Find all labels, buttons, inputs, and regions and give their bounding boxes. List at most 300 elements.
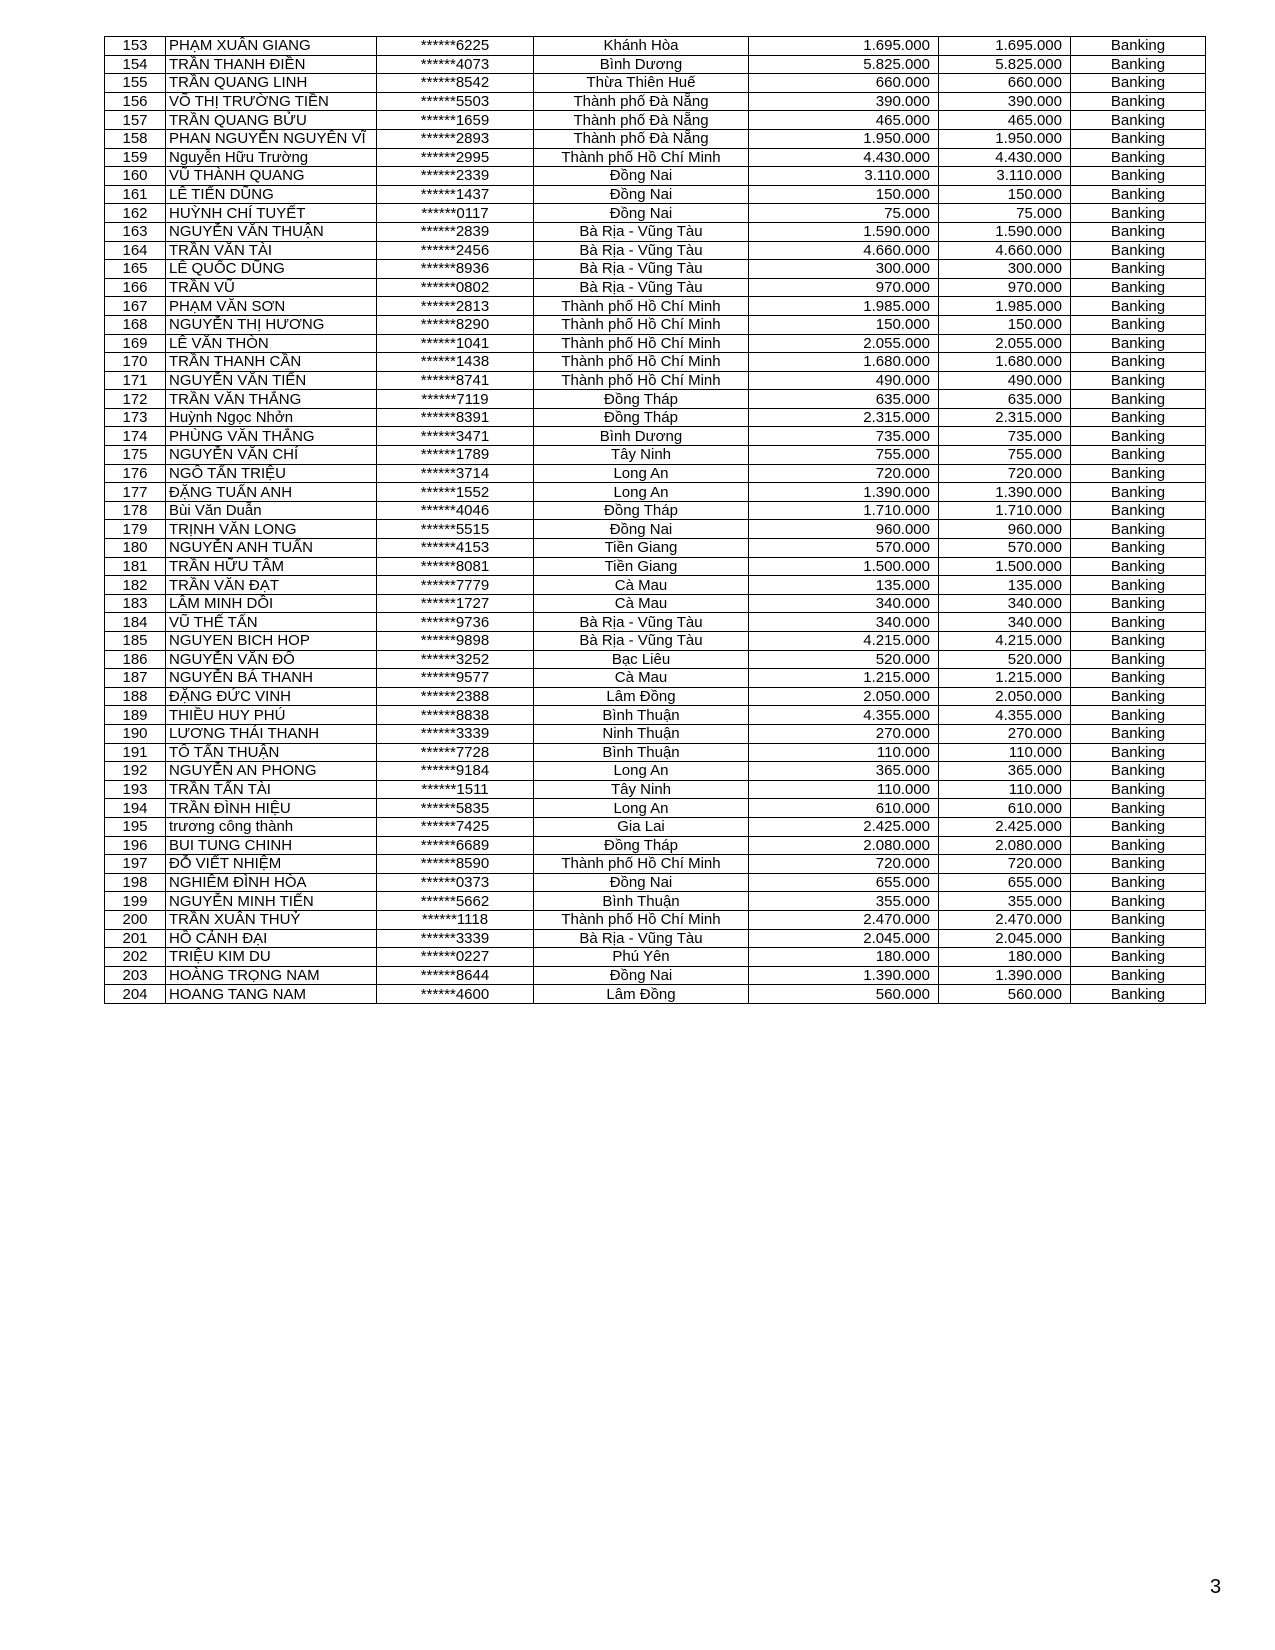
province: Tiền Giang: [534, 557, 749, 576]
account-number: ******3339: [377, 724, 534, 743]
amount: 1.950.000: [749, 129, 939, 148]
row-index: 202: [105, 948, 166, 967]
payment-method: Banking: [1071, 92, 1206, 111]
table-row: [105, 74, 1206, 93]
donor-name: HUỲNH CHÍ TUYẾT: [166, 204, 377, 223]
row-index: 191: [105, 743, 166, 762]
province: Tiền Giang: [534, 539, 749, 558]
row-index: 170: [105, 353, 166, 372]
account-number: ******6689: [377, 836, 534, 855]
account-number: ******1437: [377, 185, 534, 204]
donor-name: TRẦN XUÂN THUỶ: [166, 910, 377, 929]
account-number: ******0373: [377, 873, 534, 892]
row-index: 186: [105, 650, 166, 669]
received-amount: 2.050.000: [939, 687, 1071, 706]
row-index: 158: [105, 129, 166, 148]
province: Bình Dương: [534, 427, 749, 446]
table-row: [105, 669, 1206, 688]
province: Bình Thuận: [534, 706, 749, 725]
received-amount: 340.000: [939, 594, 1071, 613]
payment-method: Banking: [1071, 334, 1206, 353]
account-number: ******2813: [377, 297, 534, 316]
payment-method: Banking: [1071, 910, 1206, 929]
row-index: 196: [105, 836, 166, 855]
payment-method: Banking: [1071, 613, 1206, 632]
payment-method: Banking: [1071, 929, 1206, 948]
payment-method: Banking: [1071, 780, 1206, 799]
account-number: ******8391: [377, 408, 534, 427]
donor-name: NGUYỄN VĂN THUẬN: [166, 222, 377, 241]
payment-method: Banking: [1071, 817, 1206, 836]
amount: 735.000: [749, 427, 939, 446]
table-row: [105, 892, 1206, 911]
account-number: ******5662: [377, 892, 534, 911]
received-amount: 490.000: [939, 371, 1071, 390]
amount: 1.710.000: [749, 501, 939, 520]
account-number: ******1041: [377, 334, 534, 353]
amount: 390.000: [749, 92, 939, 111]
payment-method: Banking: [1071, 55, 1206, 74]
account-number: ******1727: [377, 594, 534, 613]
received-amount: 270.000: [939, 724, 1071, 743]
amount: 2.055.000: [749, 334, 939, 353]
province: Tây Ninh: [534, 780, 749, 799]
table-row: [105, 985, 1206, 1004]
amount: 1.215.000: [749, 669, 939, 688]
account-number: ******8644: [377, 966, 534, 985]
table-row: [105, 241, 1206, 260]
table-row: [105, 353, 1206, 372]
amount: 970.000: [749, 278, 939, 297]
province: Đồng Nai: [534, 167, 749, 186]
province: Thừa Thiên Huế: [534, 74, 749, 93]
payment-method: Banking: [1071, 948, 1206, 967]
table-row: [105, 724, 1206, 743]
payment-method: Banking: [1071, 836, 1206, 855]
amount: 4.215.000: [749, 632, 939, 651]
received-amount: 960.000: [939, 520, 1071, 539]
received-amount: 1.500.000: [939, 557, 1071, 576]
account-number: ******5515: [377, 520, 534, 539]
row-index: 190: [105, 724, 166, 743]
payment-method: Banking: [1071, 185, 1206, 204]
province: Lâm Đồng: [534, 985, 749, 1004]
account-number: ******3471: [377, 427, 534, 446]
account-number: ******1552: [377, 483, 534, 502]
province: Long An: [534, 762, 749, 781]
account-number: ******2893: [377, 129, 534, 148]
donor-name: THIỀU HUY PHÚ: [166, 706, 377, 725]
donor-name: ĐẶNG ĐỨC VINH: [166, 687, 377, 706]
account-number: ******1511: [377, 780, 534, 799]
province: Thành phố Hồ Chí Minh: [534, 148, 749, 167]
province: Khánh Hòa: [534, 37, 749, 56]
donor-name: ĐẶNG TUẤN ANH: [166, 483, 377, 502]
province: Tây Ninh: [534, 446, 749, 465]
table-row: [105, 92, 1206, 111]
row-index: 194: [105, 799, 166, 818]
received-amount: 1.695.000: [939, 37, 1071, 56]
received-amount: 610.000: [939, 799, 1071, 818]
account-number: ******8590: [377, 855, 534, 874]
received-amount: 635.000: [939, 390, 1071, 409]
table-row: [105, 464, 1206, 483]
row-index: 203: [105, 966, 166, 985]
row-index: 167: [105, 297, 166, 316]
donor-name: trương công thành: [166, 817, 377, 836]
donor-name: TRẦN VŨ: [166, 278, 377, 297]
received-amount: 300.000: [939, 260, 1071, 279]
province: Đồng Nai: [534, 873, 749, 892]
received-amount: 520.000: [939, 650, 1071, 669]
donor-name: VŨ THẾ TẤN: [166, 613, 377, 632]
province: Cà Mau: [534, 594, 749, 613]
donor-name: NGUYỄN MINH TIẾN: [166, 892, 377, 911]
row-index: 200: [105, 910, 166, 929]
table-row: [105, 743, 1206, 762]
table-row: [105, 501, 1206, 520]
account-number: ******4600: [377, 985, 534, 1004]
account-number: ******8290: [377, 315, 534, 334]
amount: 5.825.000: [749, 55, 939, 74]
province: Gia Lai: [534, 817, 749, 836]
amount: 2.045.000: [749, 929, 939, 948]
province: Long An: [534, 483, 749, 502]
table-row: [105, 148, 1206, 167]
payment-method: Banking: [1071, 111, 1206, 130]
row-index: 174: [105, 427, 166, 446]
account-number: ******7119: [377, 390, 534, 409]
received-amount: 970.000: [939, 278, 1071, 297]
row-index: 181: [105, 557, 166, 576]
payment-method: Banking: [1071, 799, 1206, 818]
donor-name: TRẦN VĂN THẮNG: [166, 390, 377, 409]
row-index: 171: [105, 371, 166, 390]
payment-method: Banking: [1071, 966, 1206, 985]
payment-method: Banking: [1071, 74, 1206, 93]
account-number: ******2388: [377, 687, 534, 706]
donor-name: ĐỖ VIẾT NHIỆM: [166, 855, 377, 874]
account-number: ******8838: [377, 706, 534, 725]
table-row: [105, 446, 1206, 465]
amount: 110.000: [749, 743, 939, 762]
received-amount: 1.590.000: [939, 222, 1071, 241]
payment-method: Banking: [1071, 724, 1206, 743]
amount: 490.000: [749, 371, 939, 390]
province: Bình Thuận: [534, 743, 749, 762]
donor-name: TRỊNH VĂN LONG: [166, 520, 377, 539]
payment-method: Banking: [1071, 855, 1206, 874]
received-amount: 655.000: [939, 873, 1071, 892]
donor-name: NGUYỄN THỊ HƯƠNG: [166, 315, 377, 334]
donor-name: TRIỆU KIM DU: [166, 948, 377, 967]
row-index: 201: [105, 929, 166, 948]
donor-name: NGUYỄN ANH TUẤN: [166, 539, 377, 558]
account-number: ******1659: [377, 111, 534, 130]
received-amount: 180.000: [939, 948, 1071, 967]
province: Đồng Tháp: [534, 390, 749, 409]
row-index: 175: [105, 446, 166, 465]
row-index: 193: [105, 780, 166, 799]
donor-name: HOANG TANG NAM: [166, 985, 377, 1004]
row-index: 192: [105, 762, 166, 781]
row-index: 185: [105, 632, 166, 651]
row-index: 160: [105, 167, 166, 186]
payment-method: Banking: [1071, 278, 1206, 297]
account-number: ******2995: [377, 148, 534, 167]
province: Thành phố Hồ Chí Minh: [534, 353, 749, 372]
row-index: 153: [105, 37, 166, 56]
table-row: [105, 799, 1206, 818]
donor-name: PHẠM VĂN SƠN: [166, 297, 377, 316]
account-number: ******5503: [377, 92, 534, 111]
row-index: 198: [105, 873, 166, 892]
account-number: ******2339: [377, 167, 534, 186]
donor-name: NGUYỄN AN PHONG: [166, 762, 377, 781]
row-index: 180: [105, 539, 166, 558]
payment-method: Banking: [1071, 762, 1206, 781]
table-row: [105, 557, 1206, 576]
account-number: ******3339: [377, 929, 534, 948]
table-row: [105, 55, 1206, 74]
table-row: [105, 910, 1206, 929]
payment-method: Banking: [1071, 297, 1206, 316]
row-index: 166: [105, 278, 166, 297]
table-row: [105, 873, 1206, 892]
donor-name: TRẦN VĂN ĐẠT: [166, 576, 377, 595]
row-index: 183: [105, 594, 166, 613]
payment-method: Banking: [1071, 148, 1206, 167]
row-index: 197: [105, 855, 166, 874]
donor-name: LƯƠNG THÁI THANH: [166, 724, 377, 743]
table-row: [105, 762, 1206, 781]
province: Đồng Nai: [534, 520, 749, 539]
row-index: 154: [105, 55, 166, 74]
amount: 1.390.000: [749, 966, 939, 985]
donor-name: HOÀNG TRỌNG NAM: [166, 966, 377, 985]
payment-method: Banking: [1071, 390, 1206, 409]
donor-name: VÕ THỊ TRƯỜNG TIỀN: [166, 92, 377, 111]
amount: 4.660.000: [749, 241, 939, 260]
received-amount: 75.000: [939, 204, 1071, 223]
table-row: [105, 539, 1206, 558]
account-number: ******9898: [377, 632, 534, 651]
donation-table: [104, 36, 1206, 1004]
table-row: [105, 37, 1206, 56]
row-index: 157: [105, 111, 166, 130]
account-number: ******7425: [377, 817, 534, 836]
donor-name: NGUYỄN BÁ THANH: [166, 669, 377, 688]
province: Đồng Tháp: [534, 408, 749, 427]
amount: 355.000: [749, 892, 939, 911]
account-number: ******2839: [377, 222, 534, 241]
received-amount: 1.390.000: [939, 483, 1071, 502]
province: Long An: [534, 464, 749, 483]
payment-method: Banking: [1071, 315, 1206, 334]
donor-name: PHẠM XUÂN GIANG: [166, 37, 377, 56]
province: Đồng Nai: [534, 204, 749, 223]
table-row: [105, 483, 1206, 502]
donor-name: Bùi Văn Duẫn: [166, 501, 377, 520]
donor-name: TRẦN ĐÌNH HIỆU: [166, 799, 377, 818]
account-number: ******8081: [377, 557, 534, 576]
amount: 1.390.000: [749, 483, 939, 502]
amount: 270.000: [749, 724, 939, 743]
received-amount: 1.985.000: [939, 297, 1071, 316]
row-index: 156: [105, 92, 166, 111]
amount: 340.000: [749, 594, 939, 613]
received-amount: 3.110.000: [939, 167, 1071, 186]
province: Thành phố Đà Nẵng: [534, 111, 749, 130]
donor-name: NGUYỄN VĂN CHÍ: [166, 446, 377, 465]
province: Lâm Đồng: [534, 687, 749, 706]
received-amount: 340.000: [939, 613, 1071, 632]
table-row: [105, 817, 1206, 836]
table-row: [105, 334, 1206, 353]
amount: 610.000: [749, 799, 939, 818]
payment-method: Banking: [1071, 687, 1206, 706]
row-index: 165: [105, 260, 166, 279]
province: Thành phố Đà Nẵng: [534, 92, 749, 111]
received-amount: 4.215.000: [939, 632, 1071, 651]
province: Bà Rịa - Vũng Tàu: [534, 929, 749, 948]
payment-method: Banking: [1071, 167, 1206, 186]
account-number: ******1118: [377, 910, 534, 929]
payment-method: Banking: [1071, 669, 1206, 688]
table-row: [105, 111, 1206, 130]
province: Bình Thuận: [534, 892, 749, 911]
donor-name: NGUYỄN VĂN TIẾN: [166, 371, 377, 390]
table-row: [105, 966, 1206, 985]
amount: 75.000: [749, 204, 939, 223]
province: Thành phố Hồ Chí Minh: [534, 371, 749, 390]
table-row: [105, 687, 1206, 706]
received-amount: 735.000: [939, 427, 1071, 446]
received-amount: 135.000: [939, 576, 1071, 595]
payment-method: Banking: [1071, 446, 1206, 465]
donor-name: TRẦN TẤN TÀI: [166, 780, 377, 799]
table-row: [105, 632, 1206, 651]
table-body: [105, 37, 1206, 1004]
amount: 560.000: [749, 985, 939, 1004]
amount: 150.000: [749, 185, 939, 204]
row-index: 155: [105, 74, 166, 93]
row-index: 188: [105, 687, 166, 706]
received-amount: 2.055.000: [939, 334, 1071, 353]
table-row: [105, 855, 1206, 874]
account-number: ******7779: [377, 576, 534, 595]
province: Thành phố Hồ Chí Minh: [534, 334, 749, 353]
row-index: 178: [105, 501, 166, 520]
province: Đồng Tháp: [534, 836, 749, 855]
donor-name: PHÙNG VĂN THẮNG: [166, 427, 377, 446]
payment-method: Banking: [1071, 371, 1206, 390]
received-amount: 4.430.000: [939, 148, 1071, 167]
province: Thành phố Đà Nẵng: [534, 129, 749, 148]
table-row: [105, 836, 1206, 855]
province: Bình Dương: [534, 55, 749, 74]
amount: 1.680.000: [749, 353, 939, 372]
account-number: ******4073: [377, 55, 534, 74]
amount: 2.470.000: [749, 910, 939, 929]
account-number: ******9184: [377, 762, 534, 781]
table-row: [105, 427, 1206, 446]
received-amount: 720.000: [939, 464, 1071, 483]
amount: 300.000: [749, 260, 939, 279]
received-amount: 365.000: [939, 762, 1071, 781]
amount: 2.315.000: [749, 408, 939, 427]
amount: 1.695.000: [749, 37, 939, 56]
amount: 135.000: [749, 576, 939, 595]
row-index: 172: [105, 390, 166, 409]
account-number: ******1789: [377, 446, 534, 465]
table-row: [105, 650, 1206, 669]
account-number: ******2456: [377, 241, 534, 260]
received-amount: 560.000: [939, 985, 1071, 1004]
province: Bà Rịa - Vũng Tàu: [534, 632, 749, 651]
row-index: 187: [105, 669, 166, 688]
amount: 2.080.000: [749, 836, 939, 855]
province: Cà Mau: [534, 669, 749, 688]
table-row: [105, 948, 1206, 967]
received-amount: 660.000: [939, 74, 1071, 93]
account-number: ******4046: [377, 501, 534, 520]
received-amount: 2.045.000: [939, 929, 1071, 948]
donor-name: LÊ TIẾN DŨNG: [166, 185, 377, 204]
payment-method: Banking: [1071, 539, 1206, 558]
account-number: ******9577: [377, 669, 534, 688]
row-index: 162: [105, 204, 166, 223]
amount: 340.000: [749, 613, 939, 632]
received-amount: 2.470.000: [939, 910, 1071, 929]
amount: 365.000: [749, 762, 939, 781]
row-index: 161: [105, 185, 166, 204]
row-index: 163: [105, 222, 166, 241]
table-row: [105, 260, 1206, 279]
table-row: [105, 390, 1206, 409]
payment-method: Banking: [1071, 501, 1206, 520]
received-amount: 1.390.000: [939, 966, 1071, 985]
received-amount: 150.000: [939, 185, 1071, 204]
row-index: 184: [105, 613, 166, 632]
received-amount: 1.710.000: [939, 501, 1071, 520]
received-amount: 570.000: [939, 539, 1071, 558]
payment-method: Banking: [1071, 594, 1206, 613]
received-amount: 1.215.000: [939, 669, 1071, 688]
donor-name: BUI TUNG CHINH: [166, 836, 377, 855]
table-row: [105, 297, 1206, 316]
table-row: [105, 185, 1206, 204]
donor-name: LÊ QUỐC DŨNG: [166, 260, 377, 279]
province: Bà Rịa - Vũng Tàu: [534, 241, 749, 260]
donor-name: NGUYỄN VĂN ĐÔ: [166, 650, 377, 669]
donor-name: LÂM MINH DỒI: [166, 594, 377, 613]
table-row: [105, 167, 1206, 186]
province: Bạc Liêu: [534, 650, 749, 669]
province: Đồng Tháp: [534, 501, 749, 520]
donor-name: HỒ CẢNH ĐẠI: [166, 929, 377, 948]
account-number: ******3252: [377, 650, 534, 669]
table-row: [105, 594, 1206, 613]
table-row: [105, 929, 1206, 948]
amount: 3.110.000: [749, 167, 939, 186]
payment-method: Banking: [1071, 37, 1206, 56]
row-index: 168: [105, 315, 166, 334]
payment-method: Banking: [1071, 743, 1206, 762]
account-number: ******0802: [377, 278, 534, 297]
account-number: ******8936: [377, 260, 534, 279]
row-index: 169: [105, 334, 166, 353]
